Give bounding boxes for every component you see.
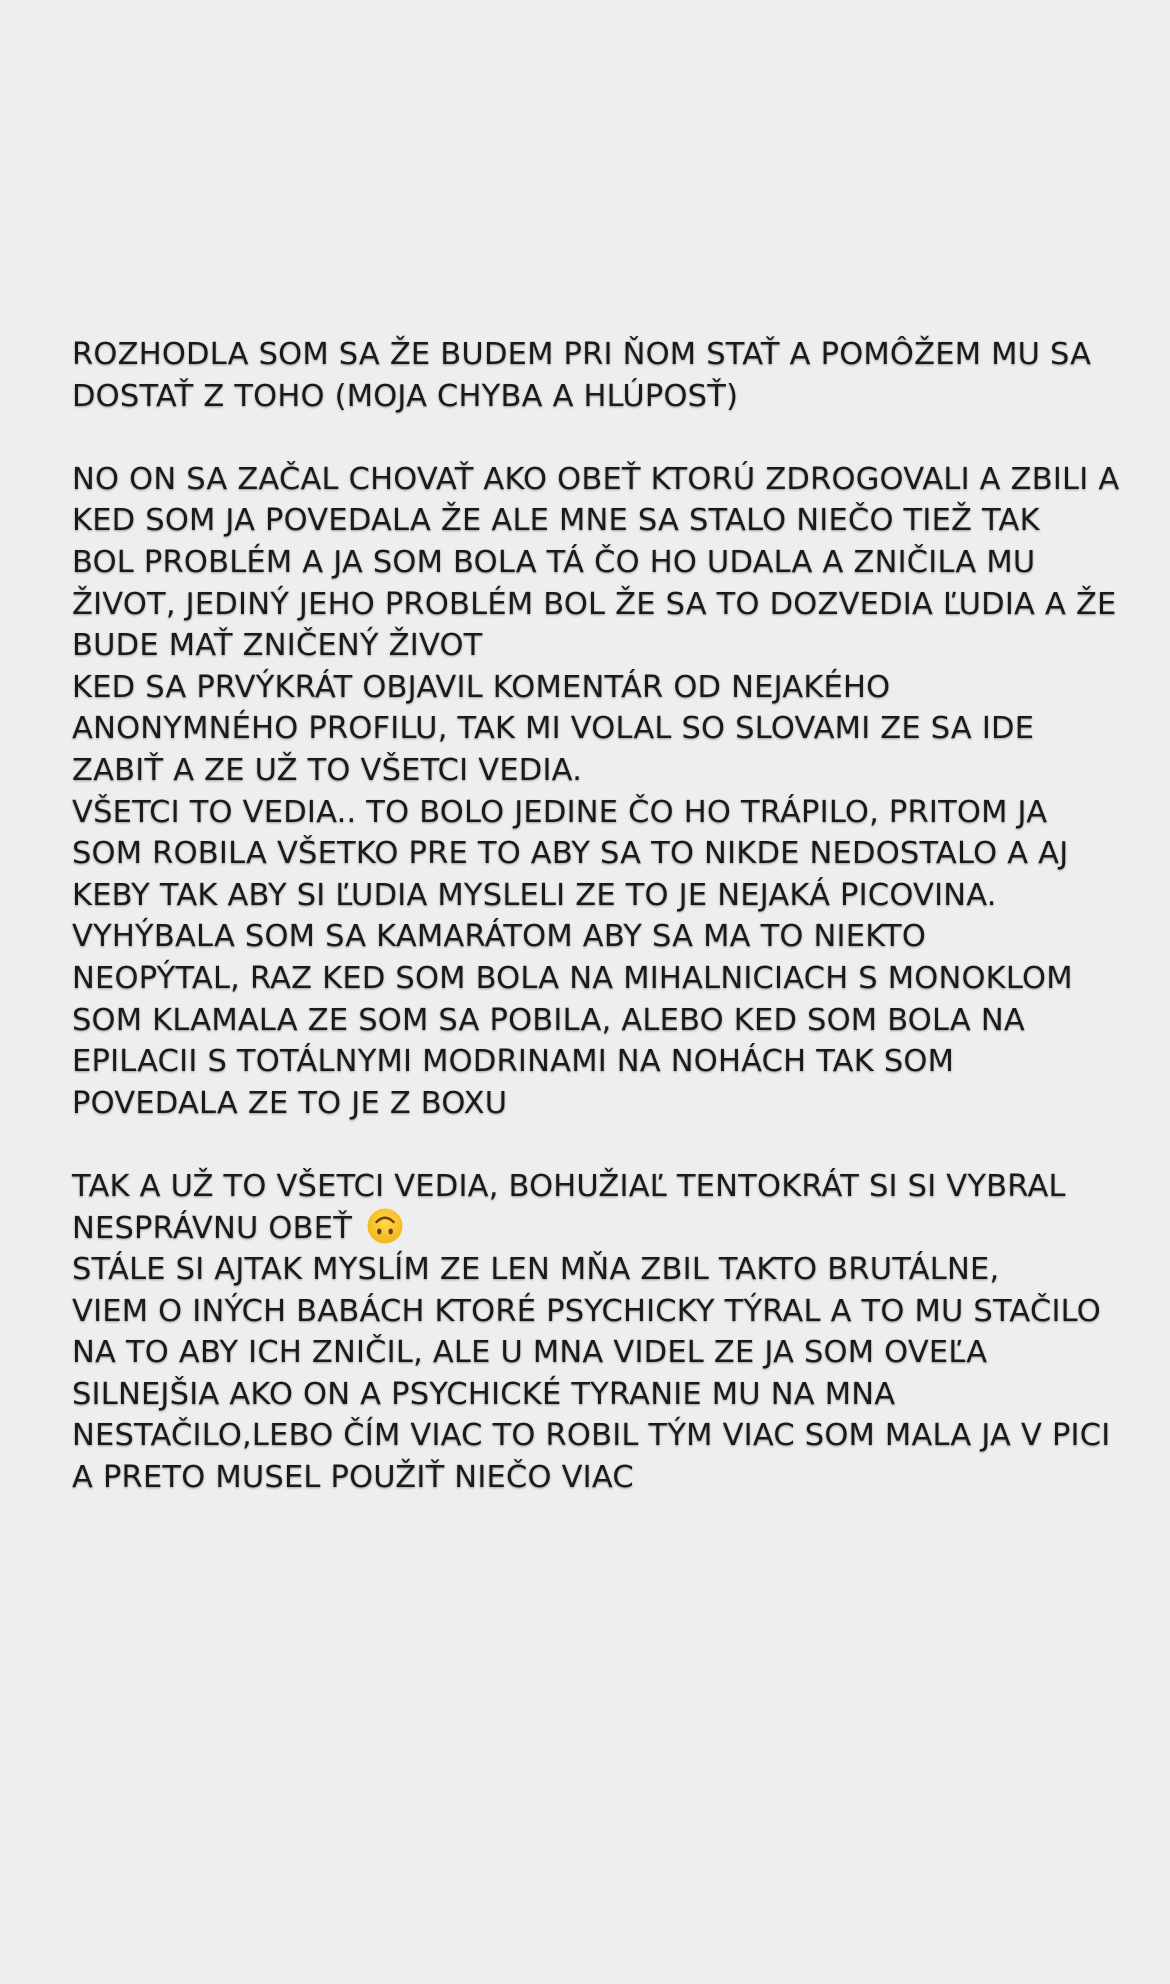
text-line: BOL PROBLÉM A JA SOM BOLA TÁ ČO HO UDALA A ZNIČILA MU (72, 544, 1036, 580)
story-text-block (72, 334, 1120, 1499)
text-line: ZABIŤ A ZE UŽ TO VŠETCI VEDIA. (72, 752, 583, 788)
text-line: VIEM O INÝCH BABÁCH KTORÉ PSYCHICKY TÝRAL A TO MU STAČILO (72, 1293, 1101, 1329)
text-line: NO ON SA ZAČAL CHOVAŤ AKO OBEŤ KTORÚ ZDROGOVALI A ZBILI A (72, 461, 1120, 497)
text-line: SILNEJŠIA AKO ON A PSYCHICKÉ TYRANIE MU NA MNA (72, 1376, 896, 1412)
text-line: ŽIVOT, JEDINÝ JEHO PROBLÉM BOL ŽE SA TO DOZVEDIA ĽUDIA A ŽE (72, 586, 1117, 622)
text-line: POVEDALA ZE TO JE Z BOXU (72, 1085, 508, 1121)
text-line: VŠETCI TO VEDIA.. TO BOLO JEDINE ČO HO TRÁPILO, PRITOM JA (72, 794, 1048, 830)
text-line: TAK A UŽ TO VŠETCI VEDIA, BOHUŽIAĽ TENTOKRÁT SI SI VYBRAL (72, 1168, 1066, 1204)
text-line: NEOPÝTAL, RAZ KED SOM BOLA NA MIHALNICIACH S MONOKLOM (72, 960, 1073, 996)
text-line: SOM ROBILA VŠETKO PRE TO ABY SA TO NIKDE NEDOSTALO A AJ (72, 836, 1069, 872)
text-line: A PRETO MUSEL POUŽIŤ NIEČO VIAC (72, 1460, 634, 1496)
text-line: KED SA PRVÝKRÁT OBJAVIL KOMENTÁR OD NEJAKÉHO (72, 669, 891, 705)
text-line: VYHÝBALA SOM SA KAMARÁTOM ABY SA MA TO NIEKTO (72, 919, 927, 955)
text-line: ROZHODLA SOM SA ŽE BUDEM PRI ŇOM STAŤ A POMÔŽEM MU SA (72, 337, 1092, 372)
text-line: DOSTAŤ Z TOHO (MOJA CHYBA A HLÚPOSŤ) (72, 378, 739, 414)
text-line-label: NESPRÁVNU OBEŤ (72, 1211, 353, 1247)
text-line: NESTAČILO,LEBO ČÍM VIAC TO ROBIL TÝM VIAC SOM MALA JA V PICI (72, 1418, 1111, 1454)
text-line-with-emoji (72, 1207, 1112, 1249)
text-line: KED SOM JA POVEDALA ŽE ALE MNE SA STALO NIEČO TIEŽ TAK (72, 503, 1040, 539)
paragraph-spacer (72, 1124, 1112, 1166)
text-line: EPILACII S TOTÁLNYMI MODRINAMI NA NOHÁCH TAK SOM (72, 1044, 955, 1080)
text-line: SOM KLAMALA ZE SOM SA POBILA, ALEBO KED SOM BOLA NA (72, 1002, 1025, 1038)
text-line: BUDE MAŤ ZNIČENÝ ŽIVOT (72, 628, 483, 664)
paragraph-spacer (72, 417, 1112, 459)
text-line: ANONYMNÉHO PROFILU, TAK MI VOLAL SO SLOVAMI ZE SA IDE (72, 711, 1035, 747)
upside-down-face-emoji-icon (366, 1207, 404, 1245)
text-line: KEBY TAK ABY SI ĽUDIA MYSLELI ZE TO JE NEJAKÁ PICOVINA. (72, 877, 997, 913)
text-line: NA TO ABY ICH ZNIČIL, ALE U MNA VIDEL ZE JA SOM OVEĽA (72, 1335, 988, 1371)
text-line: STÁLE SI AJTAK MYSLÍM ZE LEN MŇA ZBIL TAKTO BRUTÁLNE, (72, 1252, 1000, 1288)
